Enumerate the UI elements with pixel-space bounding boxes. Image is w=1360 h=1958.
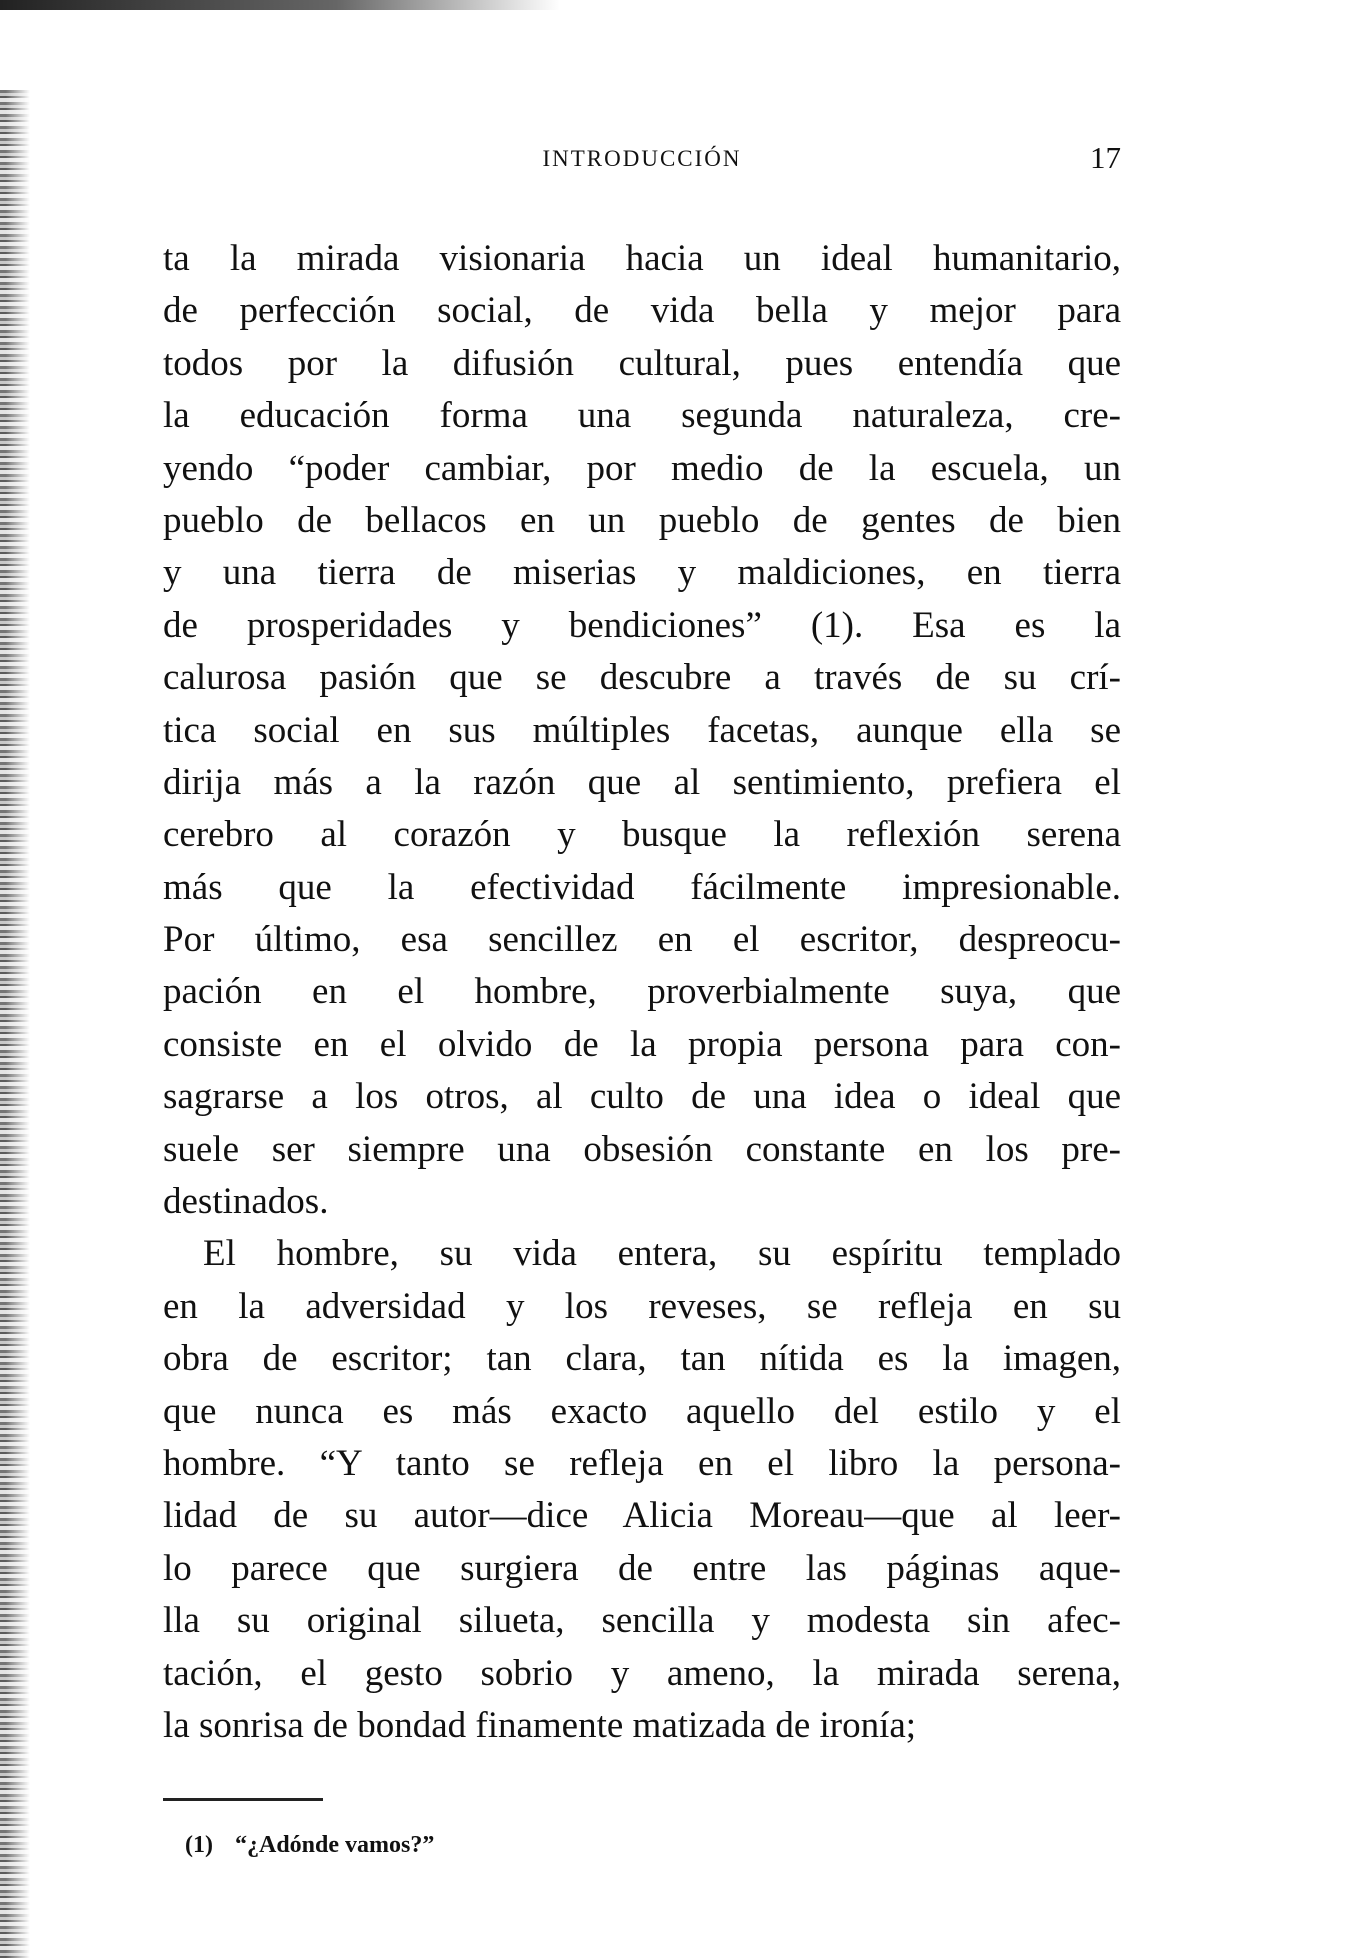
text-line: cerebro al corazón y busque la reflexión serena xyxy=(163,814,1121,856)
text-line: más que la efectividad fácilmente impresionable. xyxy=(163,866,1121,908)
text-line: pueblo de bellacos en un pueblo de gentes de bien xyxy=(163,499,1121,541)
text-line: tación, el gesto sobrio y ameno, la mirada serena, xyxy=(163,1652,1121,1694)
text-line: ta la mirada visionaria hacia un ideal humanitario, xyxy=(163,238,1121,279)
text-line: la educación forma una segunda naturaleza, cre- xyxy=(163,395,1121,437)
text-line: lla su original silueta, sencilla y modesta sin afec- xyxy=(163,1600,1121,1642)
text-line: dirija más a la razón que al sentimiento, prefiera el xyxy=(163,761,1121,803)
text-line: todos por la difusión cultural, pues entendía que xyxy=(163,342,1121,384)
page-header xyxy=(163,140,1121,186)
text-line: destinados. xyxy=(163,1181,329,1223)
text-line: y una tierra de miserias y maldiciones, en tierra xyxy=(163,552,1121,594)
text-line: en la adversidad y los reveses, se refleja en su xyxy=(163,1285,1121,1327)
text-line: tica social en sus múltiples facetas, aunque ella se xyxy=(163,709,1121,751)
scan-edge-mark xyxy=(0,0,560,10)
footnote-rule xyxy=(163,1798,323,1801)
text-line: El hombre, su vida entera, su espíritu templado xyxy=(203,1233,1121,1275)
text-line: calurosa pasión que se descubre a través de su crí- xyxy=(163,657,1121,699)
text-line: lo parece que surgiera de entre las páginas aque- xyxy=(163,1547,1121,1589)
text-line: yendo “poder cambiar, por medio de la escuela, un xyxy=(163,447,1121,489)
text-line: lidad de su autor—dice Alicia Moreau—que al leer- xyxy=(163,1495,1121,1537)
text-line: consiste en el olvido de la propia persona para con- xyxy=(163,1023,1121,1065)
body-text xyxy=(163,233,1121,1752)
footnote-marker: (1) xyxy=(185,1832,213,1858)
text-line: que nunca es más exacto aquello del estilo y el xyxy=(163,1390,1121,1432)
text-line: Por último, esa sencillez en el escritor, despreocu- xyxy=(163,919,1121,961)
text-line: hombre. “Y tanto se refleja en el libro la persona- xyxy=(163,1442,1121,1484)
text-line: pación en el hombre, proverbialmente suya, que xyxy=(163,971,1121,1013)
running-title: INTRODUCCIÓN xyxy=(542,146,742,171)
text-line: de prosperidades y bendiciones” (1). Esa es la xyxy=(163,604,1121,646)
footnote xyxy=(185,1832,456,1859)
text-line: obra de escritor; tan clara, tan nítida es la imagen, xyxy=(163,1338,1121,1380)
text-line: la sonrisa de bondad finamente matizada de ironía; xyxy=(163,1704,917,1746)
text-line: suele ser siempre una obsesión constante en los pre- xyxy=(163,1128,1121,1170)
page-number: 17 xyxy=(1090,140,1121,175)
text-line: sagrarse a los otros, al culto de una idea o ideal que xyxy=(163,1076,1121,1118)
text-line: de perfección social, de vida bella y mejor para xyxy=(163,290,1121,332)
binding-shadow xyxy=(0,90,30,1958)
footnote-text: “¿Adónde vamos?” xyxy=(234,1832,435,1858)
